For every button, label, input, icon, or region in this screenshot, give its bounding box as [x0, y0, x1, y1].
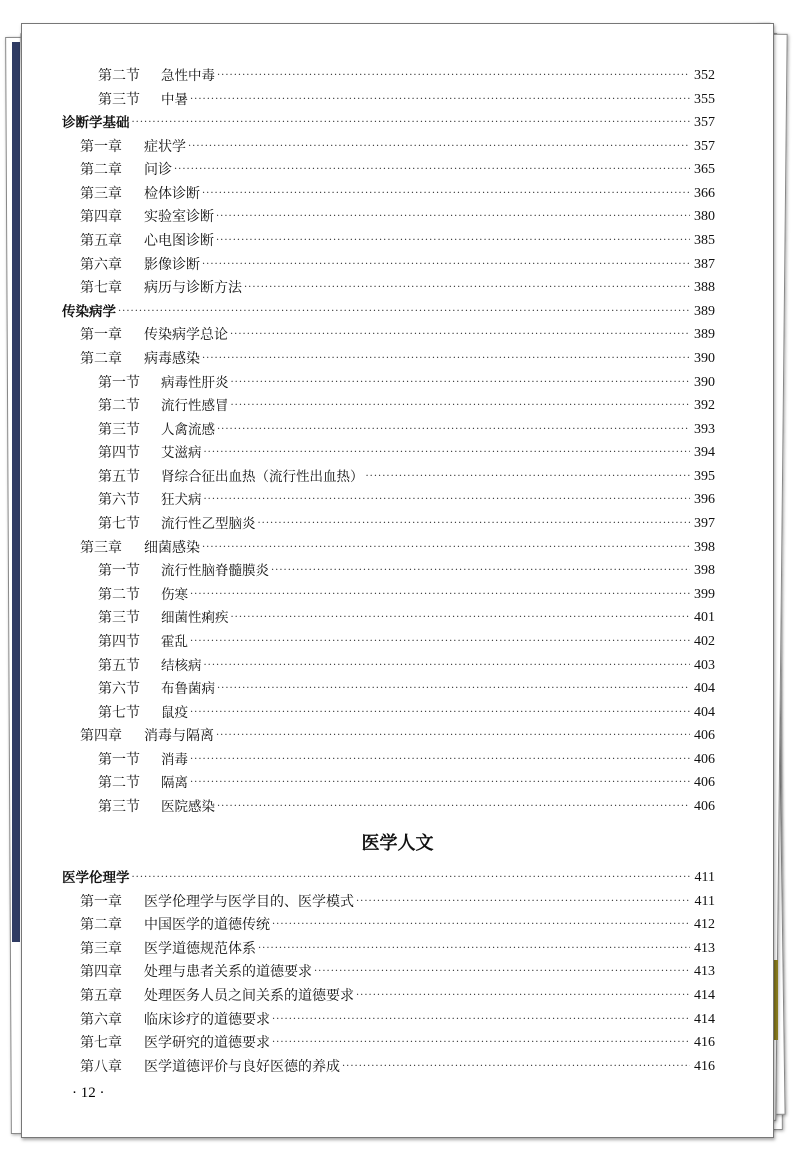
dot-leader — [217, 679, 690, 699]
toc-entry-section — [22, 656, 715, 676]
toc-entry-title: 艾滋病 — [161, 445, 202, 462]
toc-entry-title: 处理与患者关系的道德要求 — [144, 964, 312, 981]
toc-entry-title: 诊断学基础 — [62, 115, 130, 132]
toc-entry-section — [22, 632, 715, 652]
toc-page-number: 403 — [694, 657, 715, 673]
toc-page-number: 399 — [694, 586, 715, 602]
toc-entry-section — [22, 773, 715, 793]
toc-entry-number: 第二章 — [80, 162, 122, 179]
toc-entry-chapter — [22, 137, 715, 157]
toc-page-number: 413 — [694, 964, 715, 980]
toc-entry-title: 人禽流感 — [161, 421, 215, 438]
dot-leader — [231, 396, 691, 416]
toc-entry-section — [22, 750, 715, 770]
dot-leader — [190, 90, 690, 110]
toc-entry-number: 第一节 — [98, 374, 140, 391]
toc-entry-title: 布鲁菌病 — [161, 681, 215, 698]
toc-page-number: 357 — [694, 115, 715, 131]
dot-leader — [356, 986, 690, 1006]
toc-page-number: 416 — [694, 1035, 715, 1051]
dot-leader — [190, 703, 690, 723]
dot-leader — [118, 302, 690, 322]
toc-entry-number: 第四章 — [80, 209, 122, 226]
toc-entry-chapter — [22, 986, 715, 1006]
toc-entry-title: 中国医学的道德传统 — [144, 917, 270, 934]
dot-leader — [188, 137, 690, 157]
toc-entry-chapter — [22, 915, 715, 935]
toc-entry-chapter — [22, 962, 715, 982]
toc-page-number: 404 — [694, 704, 715, 720]
toc-entry-chapter — [22, 538, 715, 558]
toc-entry-number: 第三章 — [80, 940, 122, 957]
toc-entry-title: 伤寒 — [161, 586, 188, 603]
toc-page-number: 413 — [694, 940, 715, 956]
toc-entry-chapter — [22, 726, 715, 746]
toc-page-number: 380 — [694, 209, 715, 225]
dot-leader — [356, 892, 691, 912]
toc-entry-number: 第七章 — [80, 1035, 122, 1052]
toc-entry-title: 传染病学总论 — [144, 327, 228, 344]
toc-entry-chapter — [22, 1033, 715, 1053]
toc-entry-number: 第一章 — [80, 138, 122, 155]
toc-entry-section — [22, 797, 715, 817]
toc-page-number: 411 — [694, 870, 715, 885]
toc-entry-title: 流行性感冒 — [161, 398, 229, 415]
toc-entry-number: 第六章 — [80, 1011, 122, 1028]
toc-entry-chapter — [22, 255, 715, 275]
toc-entry-title: 影像诊断 — [144, 256, 200, 273]
dot-leader — [190, 773, 690, 793]
toc-page-number: 389 — [694, 327, 715, 343]
toc-page-number: 414 — [694, 988, 715, 1003]
toc-entry-section — [22, 561, 715, 581]
dot-leader — [216, 207, 690, 227]
toc-entry-title: 消毒 — [161, 751, 188, 768]
dot-leader — [204, 443, 691, 463]
toc-entry-number: 第三节 — [98, 421, 140, 438]
toc-page-number: 395 — [694, 468, 715, 484]
toc-entry-chapter — [22, 231, 715, 251]
toc-entry-number: 第四节 — [98, 633, 140, 650]
toc-entry-chapter — [22, 207, 715, 227]
dot-leader — [202, 349, 690, 369]
toc-page-number: 416 — [694, 1058, 715, 1074]
toc-entry-section — [22, 467, 715, 487]
toc-page-number: 406 — [694, 798, 715, 814]
toc-entry-title: 症状学 — [144, 138, 186, 155]
toc-page-number: 388 — [694, 280, 715, 296]
toc-entry-number: 第五章 — [80, 233, 122, 250]
dot-leader — [314, 962, 690, 982]
toc-entry-section — [22, 396, 715, 416]
toc-entry-part — [22, 113, 715, 133]
toc-entry-number: 第一章 — [80, 893, 122, 910]
dot-leader — [258, 514, 691, 534]
toc-entry-section — [22, 703, 715, 723]
toc-page-number: 357 — [694, 138, 715, 154]
toc-page-number: 398 — [694, 563, 715, 579]
toc-entry-title: 中暑 — [161, 91, 188, 108]
toc-entry-number: 第六节 — [98, 681, 140, 698]
toc-entry-number: 第五节 — [98, 468, 140, 485]
toc-entry-section — [22, 679, 715, 699]
toc-entry-title: 鼠疫 — [161, 704, 188, 721]
toc-entry-title: 肾综合征出血热（流行性出血热） — [161, 468, 364, 485]
toc-entry-section — [22, 66, 715, 86]
toc-page-number: 390 — [694, 350, 715, 366]
toc-page-number: 404 — [694, 681, 715, 697]
toc-entry-number: 第七章 — [80, 280, 122, 297]
toc-entry-number: 第二章 — [80, 917, 122, 934]
toc-entry-chapter — [22, 184, 715, 204]
toc-entry-section — [22, 585, 715, 605]
toc-entry-number: 第四章 — [80, 728, 122, 745]
dot-leader — [231, 373, 691, 393]
toc-entry-title: 病毒性肝炎 — [161, 374, 229, 391]
toc-entry-chapter — [22, 160, 715, 180]
toc-entry-number: 第七节 — [98, 704, 140, 721]
toc-entry-number: 第三节 — [98, 610, 140, 627]
toc-entry-title: 细菌性痢疾 — [161, 610, 229, 627]
toc-entry-title: 病历与诊断方法 — [144, 280, 242, 297]
toc-entry-title: 结核病 — [161, 657, 202, 674]
toc-entry-title: 霍乱 — [161, 633, 188, 650]
toc-entry-title: 实验室诊断 — [144, 209, 214, 226]
dot-leader — [204, 490, 691, 510]
page-number: · 12 · — [72, 1085, 105, 1101]
toc-page-number: 352 — [694, 68, 715, 83]
toc-entry-number: 第二节 — [98, 398, 140, 415]
dot-leader — [132, 868, 691, 888]
dot-leader — [272, 915, 690, 935]
toc-entry-title: 医学道德评价与良好医德的养成 — [144, 1058, 340, 1075]
toc-page-number: 406 — [694, 751, 715, 767]
dot-leader — [190, 632, 690, 652]
toc-entry-chapter — [22, 1010, 715, 1030]
dot-leader — [366, 467, 691, 487]
toc-entry-part — [22, 302, 715, 322]
dot-leader — [202, 184, 690, 204]
toc-entry-number: 第三章 — [80, 539, 122, 556]
toc-page-number: 397 — [694, 516, 715, 532]
toc-page-number: 414 — [694, 1011, 715, 1027]
toc-entry-section — [22, 443, 715, 463]
toc-page-number: 394 — [694, 445, 715, 461]
toc-entry-title: 隔离 — [161, 775, 188, 792]
toc-entry-number: 第二节 — [98, 775, 140, 792]
toc-entry-number: 第一节 — [98, 751, 140, 768]
toc-entry-chapter — [22, 939, 715, 959]
book-spine-strip — [12, 42, 20, 942]
toc-entry-title: 医学道德规范体系 — [144, 940, 256, 957]
toc-entry-title: 传染病学 — [62, 303, 116, 320]
dot-leader — [217, 420, 690, 440]
dot-leader — [190, 585, 690, 605]
toc-entry-title: 医学伦理学与医学目的、医学模式 — [144, 893, 354, 910]
toc-entry-title: 急性中毒 — [161, 68, 215, 84]
dot-leader — [230, 325, 690, 345]
toc-page — [21, 23, 774, 1138]
toc-entry-title: 医学伦理学 — [62, 870, 130, 886]
toc-entry-number: 第五章 — [80, 988, 122, 1004]
toc-entry-section — [22, 90, 715, 110]
toc-page-number: 387 — [694, 256, 715, 272]
toc-entry-title: 医学研究的道德要求 — [144, 1035, 270, 1052]
toc-entry-section — [22, 490, 715, 510]
dot-leader — [190, 750, 690, 770]
dot-leader — [174, 160, 690, 180]
toc-entry-number: 第一节 — [98, 563, 140, 580]
dot-leader — [271, 561, 690, 581]
toc-entry-title: 细菌感染 — [144, 539, 200, 556]
toc-entry-number: 第八章 — [80, 1058, 122, 1075]
toc-page-number: 355 — [694, 91, 715, 107]
toc-entry-number: 第一章 — [80, 327, 122, 344]
toc-page-number: 390 — [694, 374, 715, 390]
toc-entry-number: 第七节 — [98, 516, 140, 533]
dot-leader — [342, 1057, 690, 1077]
toc-page-number: 401 — [694, 610, 715, 626]
dot-leader — [204, 656, 691, 676]
toc-entry-number: 第三章 — [80, 185, 122, 202]
toc-entry-section — [22, 373, 715, 393]
toc-page-number: 365 — [694, 162, 715, 178]
toc-entry-part — [22, 868, 715, 888]
dot-leader — [258, 939, 690, 959]
toc-entry-number: 第三节 — [98, 798, 140, 815]
toc-entry-title: 消毒与隔离 — [144, 728, 214, 745]
dot-leader — [132, 113, 691, 133]
dot-leader — [217, 797, 690, 817]
toc-page-number: 406 — [694, 775, 715, 791]
toc-entry-title: 流行性脑脊髓膜炎 — [161, 563, 269, 580]
toc-entry-title: 临床诊疗的道德要求 — [144, 1011, 270, 1028]
toc-entry-section — [22, 420, 715, 440]
toc-page-number: 396 — [694, 492, 715, 508]
toc-entry-title: 流行性乙型脑炎 — [161, 516, 256, 533]
dot-leader — [272, 1033, 690, 1053]
toc-entry-title: 检体诊断 — [144, 185, 200, 202]
dot-leader — [202, 255, 690, 275]
toc-entry-title: 问诊 — [144, 162, 172, 179]
toc-entry-number: 第四章 — [80, 964, 122, 981]
toc-entry-title: 心电图诊断 — [144, 233, 214, 250]
dot-leader — [231, 608, 691, 628]
toc-entry-title: 处理医务人员之间关系的道德要求 — [144, 988, 354, 1004]
toc-entry-chapter — [22, 1057, 715, 1077]
toc-entry-title: 狂犬病 — [161, 492, 202, 509]
toc-entry-section — [22, 608, 715, 628]
toc-entry-number: 第四节 — [98, 445, 140, 462]
toc-entry-chapter — [22, 325, 715, 345]
toc-entry-number: 第六章 — [80, 256, 122, 273]
toc-entry-number: 第六节 — [98, 492, 140, 509]
toc-entry-number: 第五节 — [98, 657, 140, 674]
dot-leader — [217, 66, 690, 86]
toc-entry-number: 第二节 — [98, 68, 140, 84]
toc-page-number: 389 — [694, 303, 715, 319]
toc-page-number: 398 — [694, 539, 715, 555]
section-heading: 医学人文 — [361, 833, 434, 854]
toc-page-number: 406 — [694, 728, 715, 744]
toc-entry-number: 第三节 — [98, 91, 140, 108]
toc-entry-number: 第二章 — [80, 350, 122, 367]
toc-page-number: 411 — [694, 893, 715, 909]
toc-page-number: 402 — [694, 633, 715, 649]
toc-entry-chapter — [22, 349, 715, 369]
toc-page-number: 392 — [694, 398, 715, 414]
toc-page-number: 385 — [694, 233, 715, 249]
toc-entry-chapter — [22, 278, 715, 298]
toc-entry-chapter — [22, 892, 715, 912]
toc-page-number: 412 — [694, 917, 715, 933]
dot-leader — [216, 231, 690, 251]
toc-page-number: 366 — [694, 185, 715, 201]
dot-leader — [272, 1010, 690, 1030]
dot-leader — [202, 538, 690, 558]
toc-entry-section — [22, 514, 715, 534]
dot-leader — [216, 726, 690, 746]
toc-page-number: 393 — [694, 421, 715, 437]
toc-entry-number: 第二节 — [98, 586, 140, 603]
toc-entry-title: 医院感染 — [161, 798, 215, 815]
toc-entry-title: 病毒感染 — [144, 350, 200, 367]
dot-leader — [244, 278, 690, 298]
